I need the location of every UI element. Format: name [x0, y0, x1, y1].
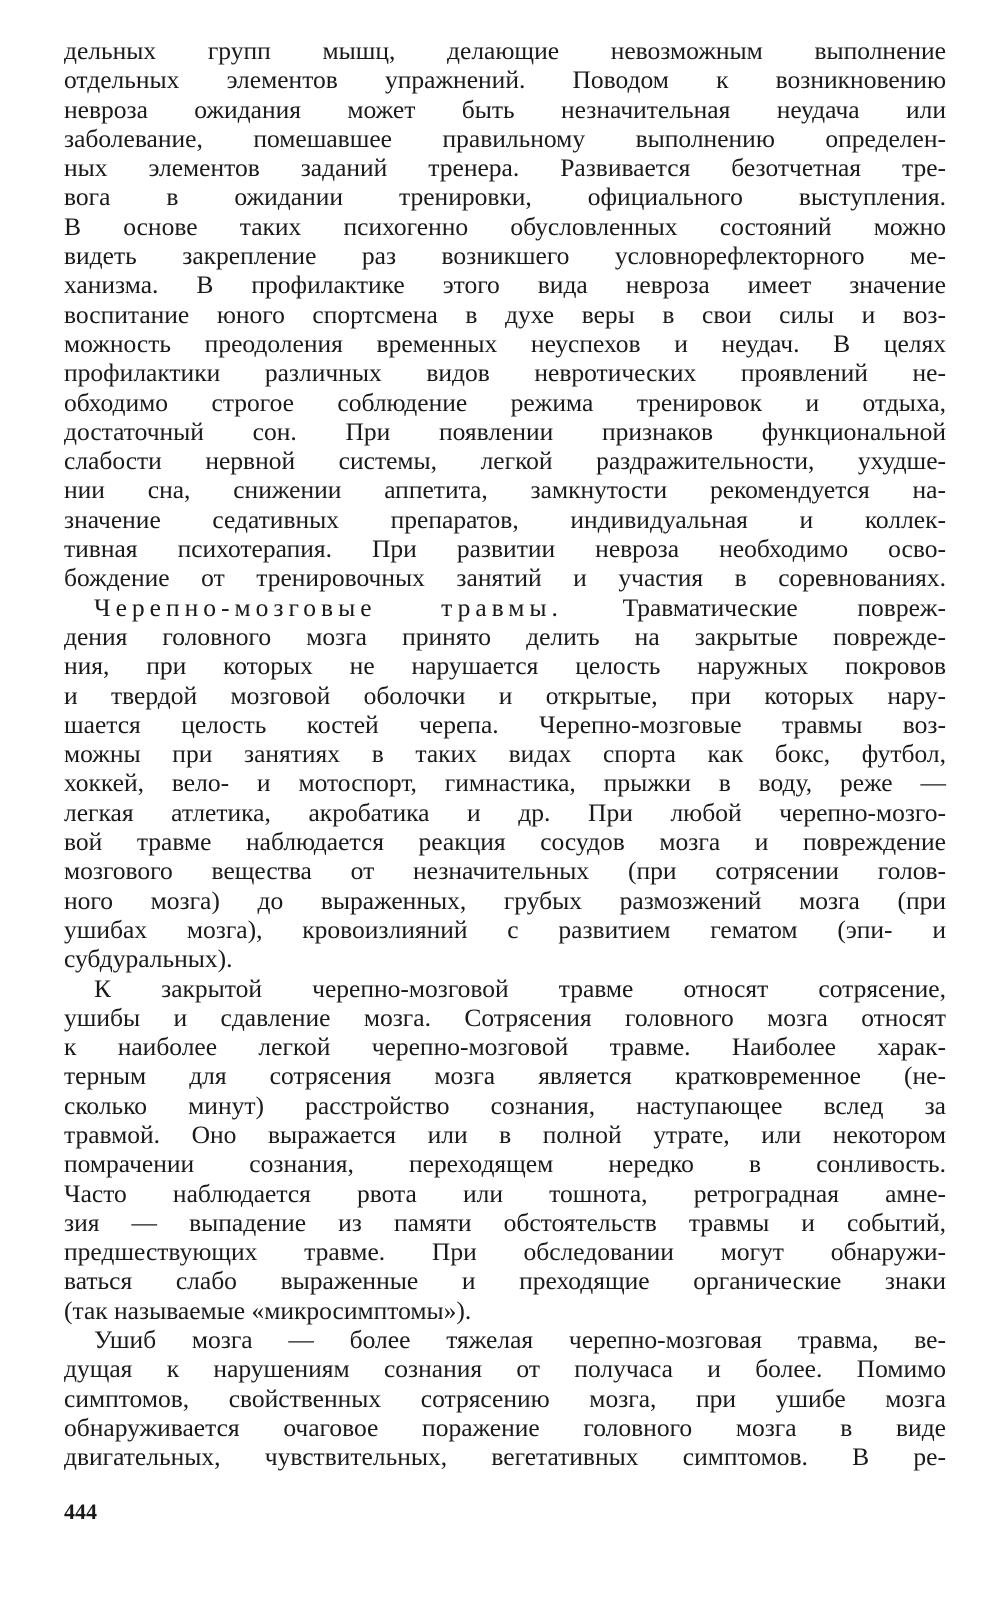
text-line: сколько минут) расстройство сознания, наступающее вслед за: [64, 1090, 946, 1120]
paragraph-head-injuries: [64, 593, 946, 974]
text-line: значение седативных препаратов, индивидуальная и коллек-: [64, 504, 946, 534]
text-line: профилактики различных видов невротических проявлений не-: [64, 358, 946, 388]
text-line: дущая к нарушениям сознания от получаса и более. Помимо: [64, 1354, 946, 1384]
text-line: можны при занятиях в таких видах спорта как бокс, футбол,: [64, 739, 946, 769]
text-line: симптомов, свойственных сотрясению мозга, при ушибе мозга: [64, 1383, 946, 1413]
page-number: 444: [64, 1499, 97, 1524]
text-line: предшествующих травме. При обследовании могут обнаружи-: [64, 1237, 946, 1267]
text-line: обходимо строгое соблюдение режима тренировок и отдыха,: [64, 387, 946, 417]
text-line: К закрытой черепно-мозговой травме относят сотрясение,: [94, 973, 946, 1003]
text-line: терным для сотрясения мозга является кратковременное (не-: [64, 1061, 946, 1091]
text-line: зия — выпадение из памяти обстоятельств травмы и событий,: [64, 1207, 946, 1237]
text-line: ного мозга) до выраженных, грубых размозжений мозга (при: [64, 885, 946, 915]
text-line: ушибах мозга), кровоизлияний с развитием гематом (эпи- и: [64, 914, 946, 944]
text-line: шается целость костей черепа. Черепно-мозговые травмы воз-: [64, 709, 946, 739]
text-line: двигательных, чувствительных, вегетативных симптомов. В ре-: [64, 1442, 946, 1472]
page-body: [64, 36, 946, 1472]
heading-line-rest: Травматические повреж-: [622, 592, 946, 622]
text-line: мозгового вещества от незначительных (при сотрясении голов-: [64, 856, 946, 886]
text-line: невроза ожидания может быть незначительная неудача или: [64, 94, 946, 124]
text-line: видеть закрепление раз возникшего условнорефлекторного ме-: [64, 241, 946, 271]
paragraph-neurosis: [64, 36, 946, 593]
paragraph-closed-injury: [64, 974, 946, 1326]
text-line: травмой. Оно выражается или в полной утрате, или некотором: [64, 1119, 946, 1149]
text-line: дения головного мозга принято делить на закрытые поврежде-: [64, 621, 946, 651]
text-line: и твердой мозговой оболочки и открытые, при которых нару-: [64, 680, 946, 710]
text-line: отдельных элементов упражнений. Поводом к возникновению: [64, 65, 946, 95]
text-line: помрачении сознания, переходящем нередко в сонливость.: [64, 1149, 946, 1179]
text-line: ваться слабо выраженные и преходящие органические знаки: [64, 1266, 946, 1296]
text-line: В основе таких психогенно обусловленных состояний можно: [64, 211, 946, 241]
text-line: тивная психотерапия. При развитии невроза необходимо осво-: [64, 534, 946, 564]
text-line: [64, 593, 946, 622]
text-line: легкая атлетика, акробатика и др. При любой черепно-мозго-: [64, 797, 946, 827]
text-line: достаточный сон. При появлении признаков функциональной: [64, 416, 946, 446]
text-line: субдуральных).: [64, 944, 233, 974]
text-line: ных элементов заданий тренера. Развивается безотчетная тре-: [64, 153, 946, 183]
text-line: вога в ожидании тренировки, официального выступления.: [64, 182, 946, 212]
text-line: дельных групп мышц, делающие невозможным выполнение: [64, 36, 946, 65]
text-line: обнаруживается очаговое поражение головного мозга в виде: [64, 1412, 946, 1442]
text-line: бождение от тренировочных занятий и участия в соревнованиях.: [64, 563, 946, 593]
text-line: ушибы и сдавление мозга. Сотрясения головного мозга относят: [64, 1002, 946, 1032]
text-line: к наиболее легкой черепно-мозговой травме. Наиболее харак-: [64, 1032, 946, 1062]
text-line: Ушиб мозга — более тяжелая черепно-мозговая травма, ве-: [94, 1325, 946, 1355]
text-line: ханизма. В профилактике этого вида невроза имеет значение: [64, 270, 946, 300]
text-line: (так называемые «микросимптомы»).: [64, 1295, 472, 1325]
paragraph-contusion: [64, 1325, 946, 1471]
text-line: заболевание, помешавшее правильному выполнению определен-: [64, 123, 946, 153]
text-line: слабости нервной системы, легкой раздражительности, ухудше-: [64, 446, 946, 476]
text-line: можность преодоления временных неуспехов и неудач. В целях: [64, 328, 946, 358]
text-line: Часто наблюдается рвота или тошнота, ретроградная амне-: [64, 1178, 946, 1208]
text-line: вой травме наблюдается реакция сосудов мозга и повреждение: [64, 827, 946, 857]
text-line: ния, при которых не нарушается целость наружных покровов: [64, 651, 946, 681]
text-line: нии сна, снижении аппетита, замкнутости рекомендуется на-: [64, 475, 946, 505]
text-line: хоккей, вело- и мотоспорт, гимнастика, прыжки в воду, реже —: [64, 768, 946, 798]
section-heading: Черепно-мозговые травмы.: [94, 592, 563, 622]
text-line: воспитание юного спортсмена в духе веры в свои силы и воз-: [64, 299, 946, 329]
